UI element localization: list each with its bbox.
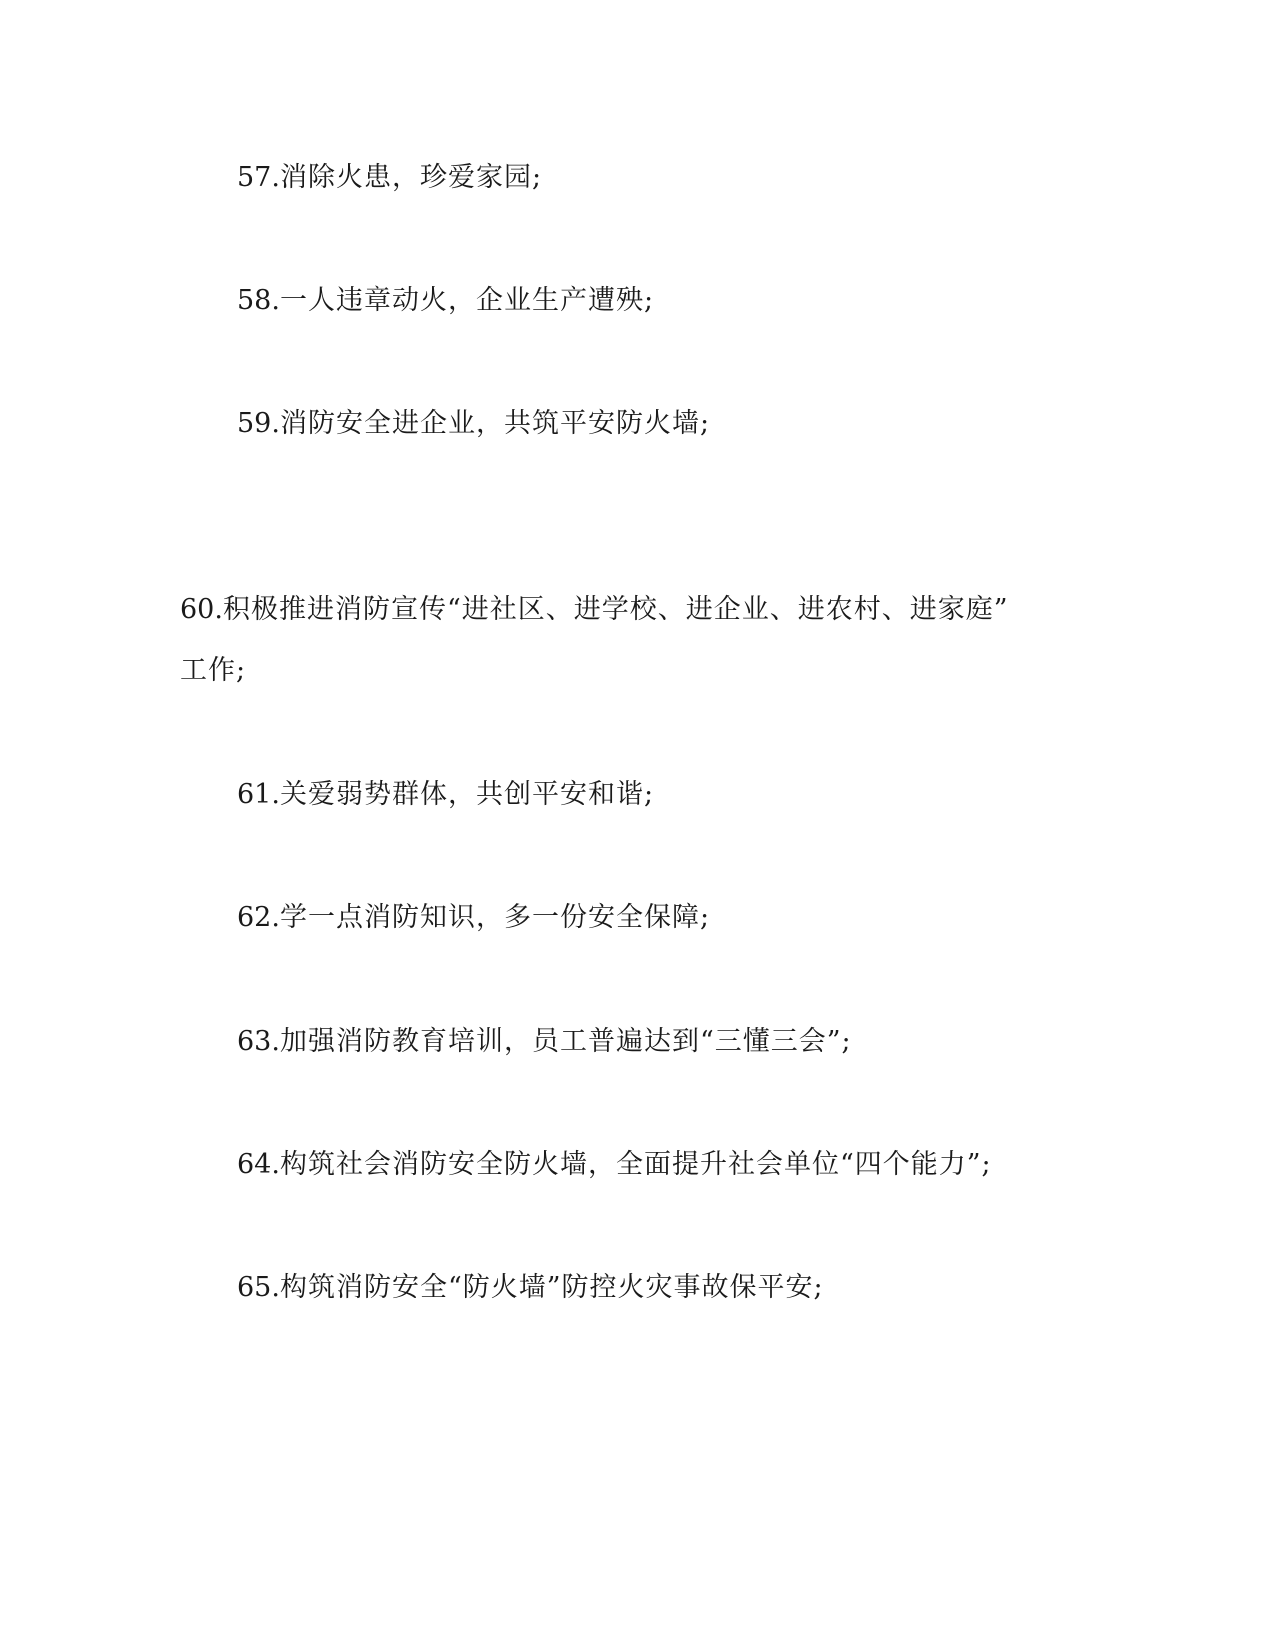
item-number: 59. [237, 408, 280, 439]
list-item-62 [237, 900, 710, 936]
item-number: 62. [237, 902, 280, 933]
list-item-60-continuation: 工作; [180, 655, 247, 686]
list-item-61 [237, 777, 654, 813]
item-text: 构筑消防安全“防火墙”防控火灾事故保平安; [279, 1272, 824, 1303]
item-text: 学一点消防知识，多一份安全保障; [279, 902, 711, 933]
item-text: 关爱弱势群体，共创平安和谐; [279, 779, 655, 810]
item-number: 61. [237, 779, 280, 810]
item-text: 消防安全进企业，共筑平安防火墙; [279, 408, 711, 439]
list-item-65 [237, 1270, 824, 1306]
item-number: 65. [237, 1272, 280, 1303]
item-number: 60. [180, 594, 223, 625]
item-text: 消除火患，珍爱家园; [279, 162, 543, 193]
list-item-64 [237, 1147, 992, 1183]
list-item-60 [180, 592, 1009, 628]
item-number: 64. [237, 1149, 280, 1180]
list-item-59 [237, 406, 710, 442]
list-item-57 [237, 160, 542, 196]
item-number: 58. [237, 285, 280, 316]
list-item-58 [237, 283, 654, 319]
item-text: 构筑社会消防安全防火墙，全面提升社会单位“四个能力”; [279, 1149, 992, 1180]
item-number: 57. [237, 162, 280, 193]
item-text: 一人违章动火，企业生产遭殃; [279, 285, 655, 316]
item-text: 加强消防教育培训，员工普遍达到“三懂三会”; [279, 1026, 852, 1057]
list-item-63 [237, 1024, 852, 1060]
item-number: 63. [237, 1026, 280, 1057]
item-text: 积极推进消防宣传“进社区、进学校、进企业、进农村、进家庭” [222, 594, 1009, 625]
